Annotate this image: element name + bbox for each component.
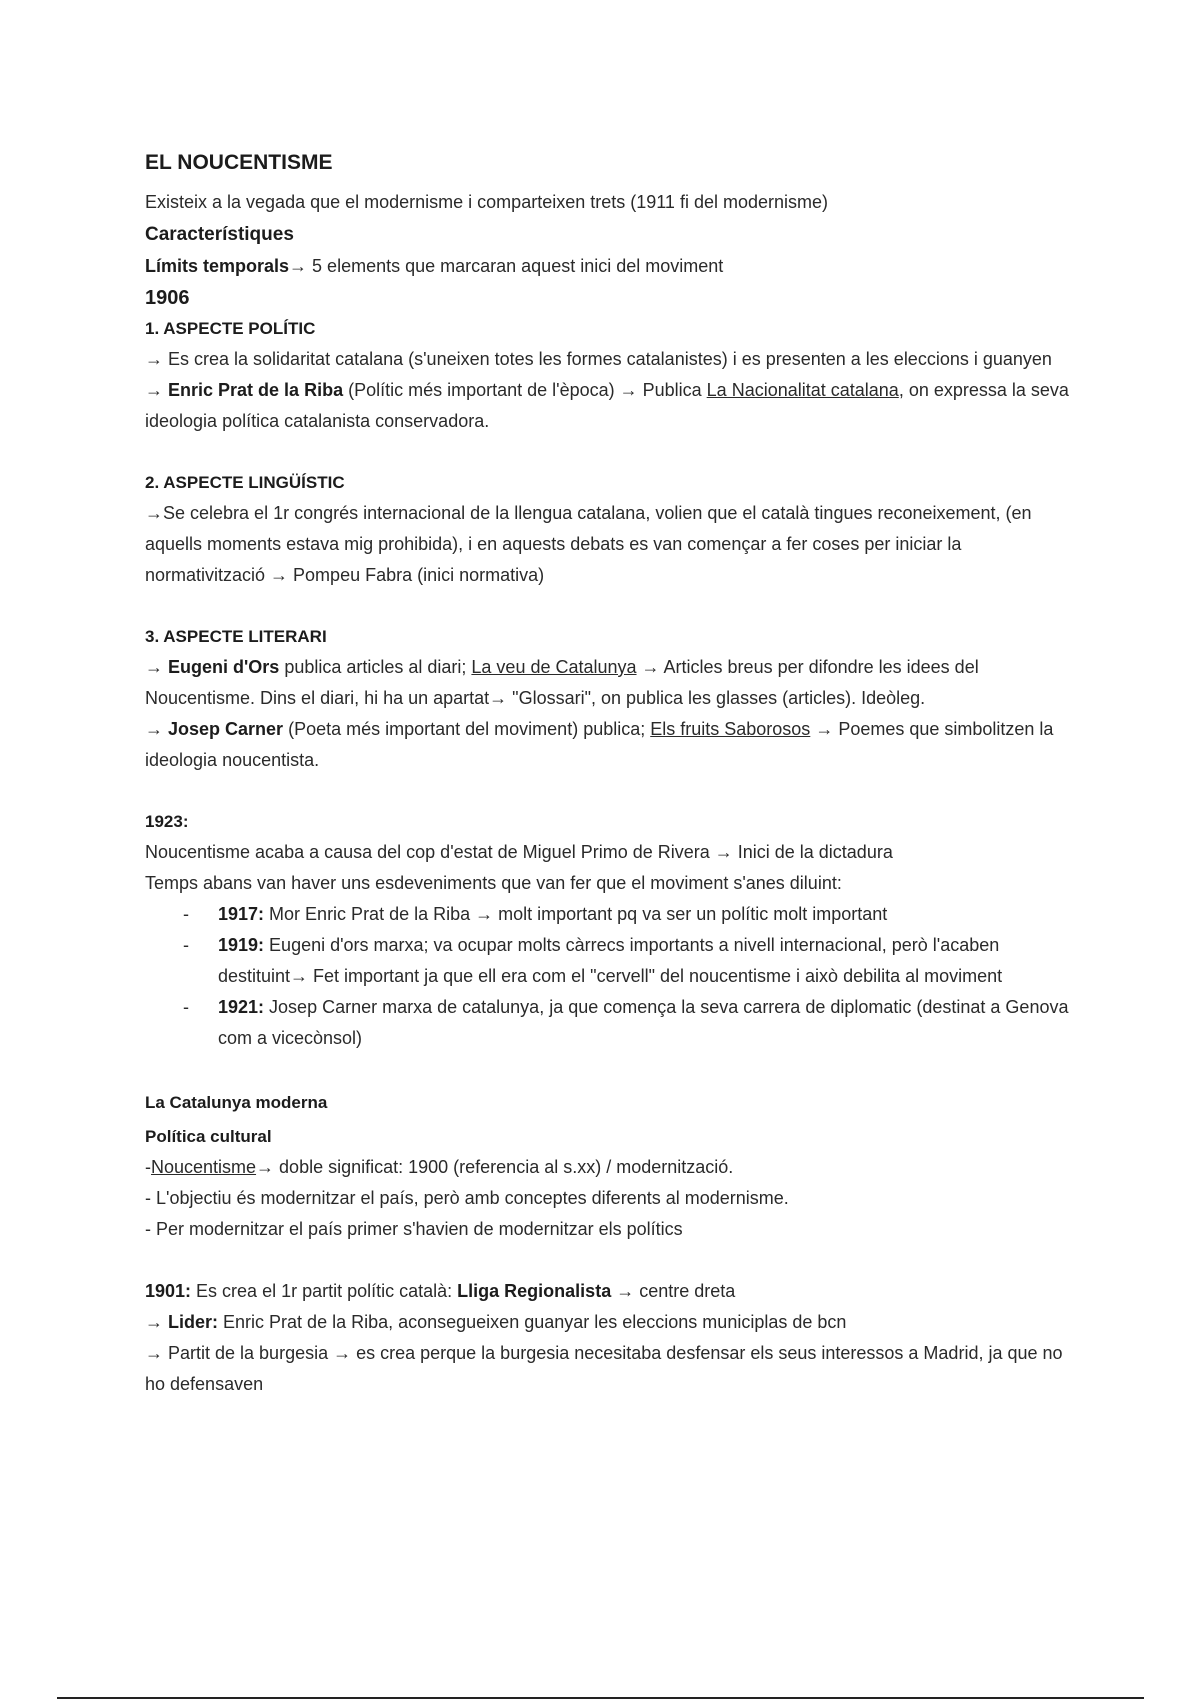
josep-carner-name: Josep Carner [168, 719, 284, 739]
y1901-line3: → Partit de la burgesia → es crea perque la burgesia necesitaba desfensar els seus interessos a Madrid, ja que no ho defensaven [145, 1343, 1063, 1394]
bullet-text: Mor Enric Prat de la Riba → molt important pq va ser un polític molt important [264, 904, 888, 924]
politic-line2-mid: (Polític més important de l'època) → Publica [343, 380, 707, 400]
literari-line2 [145, 714, 1075, 776]
arrow: → [145, 719, 169, 739]
document-body [145, 148, 1075, 1400]
intro-text: Existeix a la vegada que el modernisme i comparteixen trets (1911 fi del modernisme) [145, 192, 828, 212]
y1923-line2: Temps abans van haver uns esdeveniments que van fer que el moviment s'anes diluint: [145, 873, 842, 893]
bullet-dash: - [183, 935, 189, 955]
bullet-year: 1919: [218, 935, 265, 955]
politic-line2 [145, 375, 1075, 437]
page-title: EL NOUCENTISME [145, 151, 333, 174]
catalunya-line2: - L'objectiu és modernitzar el país, però amb conceptes diferents al modernisme. [145, 1188, 789, 1208]
nacionalitat-title: La Nacionalitat catalana [706, 380, 899, 400]
lider-text: Enric Prat de la Riba, aconsegueixen guanyar les eleccions municiplas de bcn [218, 1312, 847, 1332]
limits-label: Límits temporals [145, 256, 290, 276]
politic-line2-end: , on expressa la seva ideologia política catalanista conservadora. [145, 380, 1069, 431]
arrow: → [145, 657, 169, 677]
y1901-line2 [145, 1307, 1075, 1338]
year-1923-heading: 1923: [145, 812, 189, 831]
catalunya-line1 [145, 1152, 1075, 1183]
literari-l1-mid: publica articles al diari; [279, 657, 472, 677]
list-item [145, 992, 1075, 1054]
y1901-year: 1901: [145, 1281, 192, 1301]
limits-text: → 5 elements que marcaran aquest inici del moviment [289, 256, 724, 276]
y1901-mid: Es crea el 1r partit polític català: [191, 1281, 458, 1301]
year-1906: 1906 [145, 287, 190, 309]
y1923-bullets [145, 899, 1075, 1054]
footer-divider [57, 1697, 1144, 1699]
literari-l1-end: → Articles breus per difondre les idees del Noucentisme. Dins el diari, hi ha un apartat→ "Glossari", on publica les glasses (articles). Ideòleg. [145, 657, 979, 708]
lider-label: Lider: [168, 1312, 219, 1332]
literari-heading: 3. ASPECTE LITERARI [145, 627, 327, 646]
lliga-regionalista: Lliga Regionalista [457, 1281, 612, 1301]
bullet-year: 1921: [218, 997, 265, 1017]
limits-line [145, 251, 1075, 282]
veu-catalunya-title: La veu de Catalunya [471, 657, 637, 677]
fruits-saborosos-title: Els fruits Saborosos [650, 719, 811, 739]
arrow: → [145, 1312, 169, 1332]
literari-l2-end: → Poemes que simbolitzen la ideologia noucentista. [145, 719, 1054, 770]
catalunya-line3: - Per modernitzar el país primer s'havien de modernitzar els polítics [145, 1219, 683, 1239]
dash: - [145, 1157, 151, 1177]
politic-heading: 1. ASPECTE POLÍTIC [145, 319, 316, 338]
list-item [145, 899, 1075, 930]
y1923-line1: Noucentisme acaba a causa del cop d'estat de Miguel Primo de Rivera → Inici de la dictadura [145, 842, 893, 862]
caracteristiques-heading: Característiques [145, 224, 294, 245]
eugeni-dors-name: Eugeni d'Ors [168, 657, 280, 677]
politic-line1: → Es crea la solidaritat catalana (s'uneixen totes les formes catalanistes) i es presenten a les eleccions i guanyen [145, 349, 1052, 369]
literari-line1 [145, 652, 1075, 714]
bullet-year: 1917: [218, 904, 265, 924]
noucentisme-term: Noucentisme [151, 1157, 257, 1177]
politica-cultural-heading: Política cultural [145, 1127, 272, 1146]
list-item [145, 930, 1075, 992]
bullet-dash: - [183, 904, 189, 924]
y1901-line1 [145, 1276, 1075, 1307]
arrow: → [145, 380, 169, 400]
enric-prat-name: Enric Prat de la Riba [168, 380, 344, 400]
bullet-text: Eugeni d'ors marxa; va ocupar molts càrrecs importants a nivell internacional, però l'acaben destituint→ Fet important ja que ell era com el "cervell" del noucentisme i això debilita al moviment [218, 935, 1003, 986]
bullet-text: Josep Carner marxa de catalunya, ja que comença la seva carrera de diplomatic (destinat a Genova com a vicecònsol) [218, 997, 1069, 1048]
catalunya-l1-end: → doble significat: 1900 (referencia al s.xx) / modernització. [256, 1157, 734, 1177]
catalunya-moderna-heading: La Catalunya moderna [145, 1093, 328, 1112]
bullet-dash: - [183, 997, 189, 1017]
linguistic-text: →Se celebra el 1r congrés internacional de la llengua catalana, volien que el català tingues reconeixement, (en aquells moments estava mig prohibida), i en aquests debats es van començar a fer coses per iniciar la normativització → Pompeu Fabra (inici normativa) [145, 503, 1032, 585]
linguistic-heading: 2. ASPECTE LINGÜÍSTIC [145, 473, 345, 492]
literari-l2-mid: (Poeta més important del moviment) publica; [283, 719, 651, 739]
y1901-end: → centre dreta [611, 1281, 736, 1301]
